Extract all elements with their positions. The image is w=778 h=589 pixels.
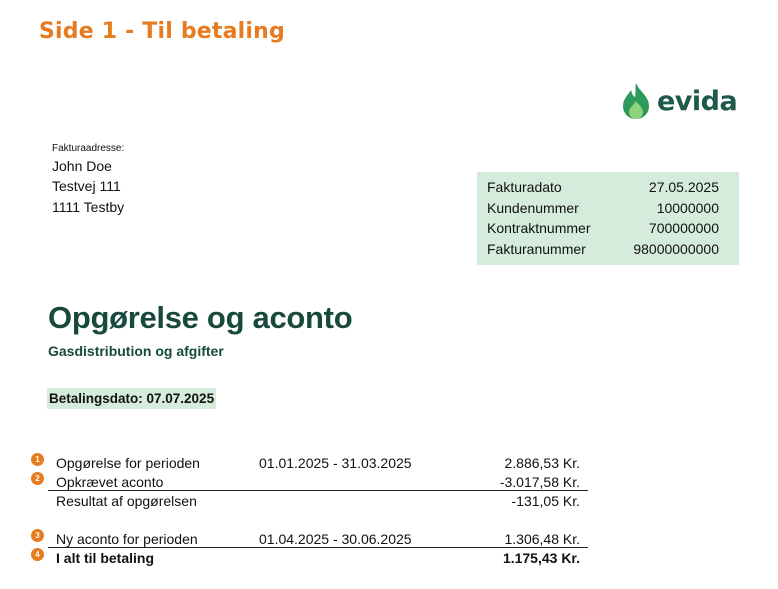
line-label: Resultat af opgørelsen bbox=[56, 493, 197, 509]
customer-number-value: 10000000 bbox=[656, 199, 719, 216]
badge-2: 2 bbox=[31, 472, 44, 485]
contract-number-value: 700000000 bbox=[648, 220, 719, 236]
invoice-number-value: 98000000000 bbox=[633, 240, 719, 257]
divider bbox=[48, 547, 588, 548]
line-label: Opgørelse for perioden bbox=[56, 455, 200, 471]
divider bbox=[48, 490, 588, 491]
badge-3: 3 bbox=[31, 529, 44, 542]
line-item-total bbox=[0, 550, 778, 568]
contract-number-row bbox=[487, 218, 719, 239]
page-title: Side 1 - Til betaling bbox=[39, 19, 285, 44]
line-label: Opkrævet aconto bbox=[56, 474, 164, 490]
document-heading: Opgørelse og aconto bbox=[48, 300, 353, 335]
invoice-info-box bbox=[477, 172, 739, 265]
total-label: I alt til betaling bbox=[56, 550, 155, 566]
badge-4: 4 bbox=[31, 548, 44, 561]
document-subheading: Gasdistribution og afgifter bbox=[48, 343, 224, 359]
payment-date: Betalingsdato: 07.07.2025 bbox=[47, 388, 216, 409]
address-city: 1111 Testby bbox=[52, 199, 125, 215]
line-period: 01.04.2025 - 30.06.2025 bbox=[259, 531, 412, 547]
invoice-date-label: Fakturadato bbox=[487, 179, 562, 195]
total-amount: 1.175,43 Kr. bbox=[502, 550, 580, 566]
invoice-number-row bbox=[487, 239, 719, 260]
line-label: Ny aconto for perioden bbox=[56, 531, 198, 547]
invoice-number-label: Fakturanummer bbox=[487, 240, 586, 257]
badge-1: 1 bbox=[31, 453, 44, 466]
line-item-settlement bbox=[0, 455, 778, 473]
contract-number-label: Kontraktnummer bbox=[487, 220, 591, 236]
line-amount: -131,05 Kr. bbox=[511, 493, 580, 509]
line-amount: 1.306,48 Kr. bbox=[504, 531, 580, 547]
flame-icon bbox=[620, 82, 652, 120]
line-amount: -3.017,58 Kr. bbox=[499, 474, 580, 490]
line-item-settlement-result bbox=[0, 493, 778, 511]
line-amount: 2.886,53 Kr. bbox=[504, 455, 580, 471]
customer-number-row bbox=[487, 198, 719, 219]
address-street: Testvej 111 bbox=[52, 178, 121, 194]
invoice-date-value: 27.05.2025 bbox=[648, 179, 719, 195]
invoice-date-row bbox=[487, 177, 719, 198]
line-period: 01.01.2025 - 31.03.2025 bbox=[259, 455, 412, 471]
evida-logo bbox=[620, 80, 737, 122]
logo-text: evida bbox=[657, 85, 738, 117]
customer-number-label: Kundenummer bbox=[487, 199, 579, 216]
address-label: Fakturaadresse: bbox=[52, 143, 125, 154]
address-name: John Doe bbox=[52, 158, 112, 174]
